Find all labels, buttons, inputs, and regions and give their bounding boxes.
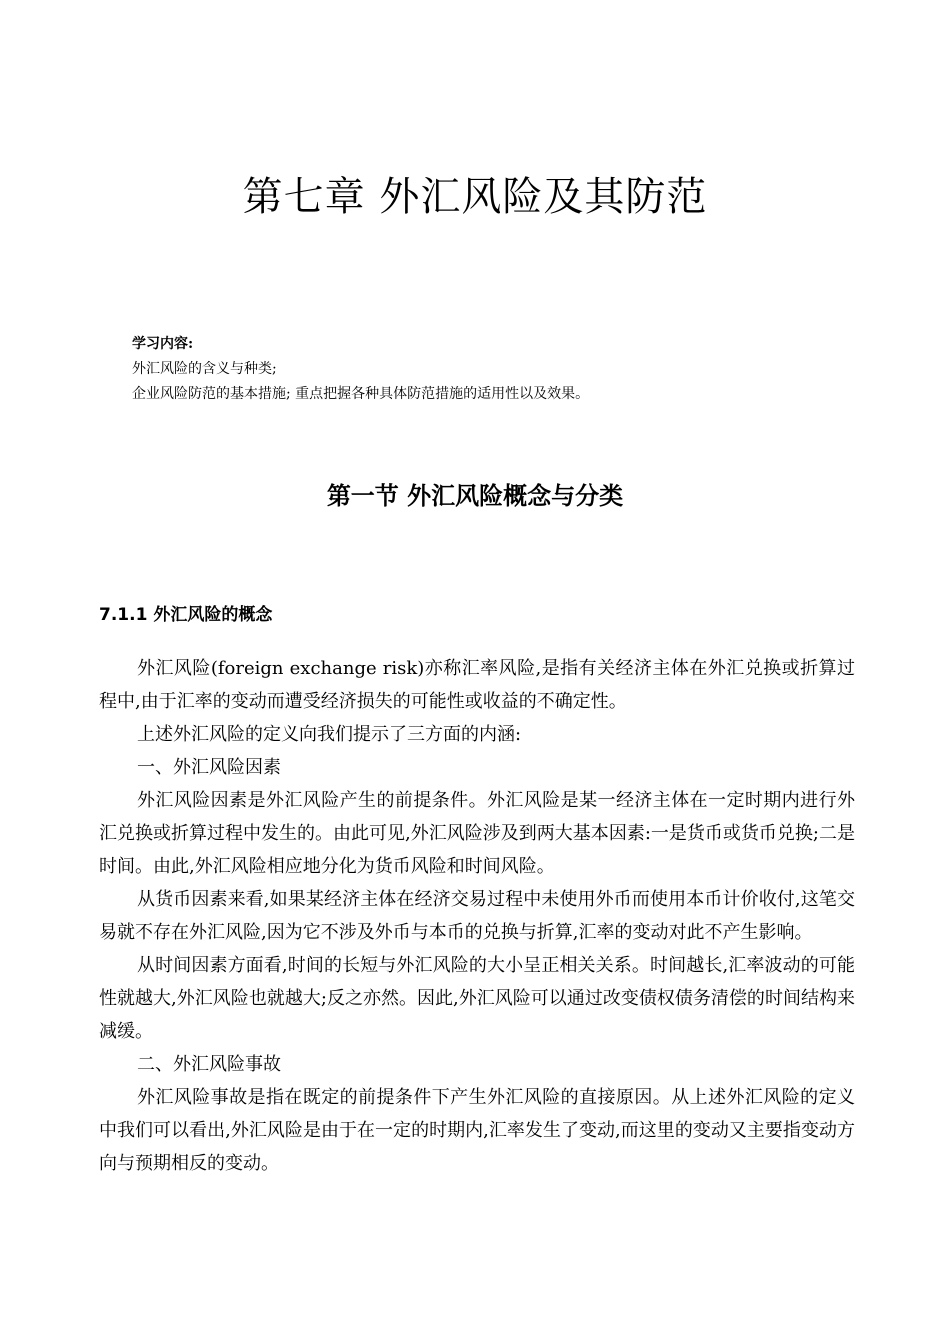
section-title: 第一节 外汇风险概念与分类 [326, 482, 624, 510]
study-line: 外汇风险的含义与种类; [132, 361, 277, 377]
paragraph: 外汇风险(foreign exchange risk)亦称汇率风险,是指有关经济主体在外汇兑换或折算过程中,由于汇率的变动而遭受经济损失的可能性或收益的不确定性。 [99, 658, 855, 712]
paragraph: 外汇风险因素是外汇风险产生的前提条件。外汇风险是某一经济主体在一定时期内进行外汇兑换或折算过程中发生的。由此可见,外汇风险涉及到两大基本因素:一是货币或货币兑换;二是时间。由此,外汇风险相应地分化为货币风险和时间风险。 [99, 790, 855, 877]
paragraph-heading: 一、外汇风险因素 [137, 757, 281, 778]
paragraph: 上述外汇风险的定义向我们提示了三方面的内涵: [137, 724, 522, 745]
paragraph-heading: 二、外汇风险事故 [137, 1054, 281, 1075]
paragraph: 从货币因素来看,如果某经济主体在经济交易过程中未使用外币而使用本币计价收付,这笔交易就不存在外汇风险,因为它不涉及外币与本币的兑换与折算,汇率的变动对此不产生影响。 [99, 889, 855, 943]
study-heading: 学习内容: [132, 336, 194, 352]
subsection-title: 7.1.1 外汇风险的概念 [99, 605, 273, 625]
paragraph: 外汇风险事故是指在既定的前提条件下产生外汇风险的直接原因。从上述外汇风险的定义中我们可以看出,外汇风险是由于在一定的时期内,汇率发生了变动,而这里的变动又主要指变动方向与预期相反的变动。 [99, 1087, 855, 1174]
body-text [99, 652, 855, 1180]
chapter-title: 第七章 外汇风险及其防范 [242, 174, 708, 220]
paragraph: 从时间因素方面看,时间的长短与外汇风险的大小呈正相关关系。时间越长,汇率波动的可能性就越大,外汇风险也就越大;反之亦然。因此,外汇风险可以通过改变债权债务清偿的时间结构来减缓。 [99, 955, 855, 1042]
study-content-box [132, 332, 832, 407]
study-line: 企业风险防范的基本措施; 重点把握各种具体防范措施的适用性以及效果。 [132, 386, 590, 402]
